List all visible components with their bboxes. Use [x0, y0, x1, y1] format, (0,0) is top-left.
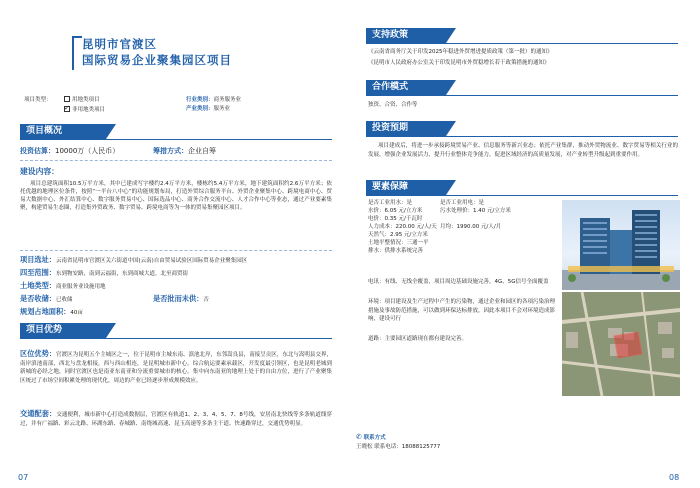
policy-item-1: 《云南省商务厅关于印发2025年稳进外贸增进提质政策（第一批）的通知》	[368, 49, 553, 55]
collected-row: 是否收储：已收储	[20, 294, 73, 303]
project-title-line2: 国际贸易企业聚集园区项目	[82, 53, 232, 67]
contact-row	[356, 444, 440, 452]
factor-industrial-water: 是否工业用水：是	[368, 200, 413, 206]
aerial-map-image	[562, 292, 680, 396]
project-type-label: 项目类型：	[24, 97, 52, 103]
contact-phone-label: 联系电话：	[374, 444, 402, 450]
content-heading: 建设内容：	[20, 167, 59, 176]
approved-row: 是否批而未供：否	[153, 294, 209, 303]
project-title-line1: 昆明市官渡区	[82, 37, 157, 51]
contact-phone: 18088125777	[401, 444, 441, 450]
project-type-option-nonland: ✓非用地类项目	[64, 106, 105, 115]
contact-heading-row: ✆ 联系方式	[356, 433, 386, 441]
page-number-left: 07	[18, 473, 29, 482]
project-type-option-land: 用地类项目	[64, 96, 100, 105]
factor-gas-price: 天然气：2.95 元/立方米	[368, 231, 428, 238]
category-row: 产业类别：服务业	[186, 106, 231, 112]
transport-advantage: 交通配套：交通便利，城市新中心打造成数据层，官渡区有轨道1、2、3、4、5、7、8号线，安居南北快线等多条轨道线穿过，并有广福路、彩云北路、环湖东路、春城路、南绕城高速、昆玉高速等多条主干道、快速路穿过，交通优势明显。	[20, 409, 332, 427]
factor-industrial-power: 是否工业用电：是	[440, 200, 485, 206]
overview-dash	[20, 160, 332, 161]
factor-land-level: 土地平整情况：三通一平	[368, 239, 429, 246]
factor-road: 道路：主要园区道路现在都有建设完善。	[368, 336, 468, 342]
title-bracket	[72, 36, 82, 70]
area-row: 规划占地面积：40亩	[20, 307, 83, 316]
policy-heading: 支持政策	[366, 28, 446, 43]
advantages-divider	[20, 338, 332, 339]
policy-divider	[366, 43, 678, 44]
factors-grid-right	[440, 200, 560, 232]
page-number-right: 08	[669, 473, 680, 482]
factor-labor-cost: 人力成本：220.00 元/人/天	[368, 223, 437, 230]
industry-row: 行业类别：商务服务业	[186, 97, 242, 103]
funding-row: 筹措方式：企业自筹	[153, 147, 216, 155]
investment-row: 投资估算：10000万（人民币）	[20, 147, 120, 155]
contact-name: 王晓松	[356, 444, 373, 450]
cooperation-text: 独资、合资、合作等	[368, 102, 418, 108]
overview-divider	[20, 139, 332, 140]
factor-drainage: 排水：供排水系统完善	[368, 247, 424, 254]
factor-electricity-price: 电价：0.35 元/千瓦时	[368, 215, 423, 222]
checkbox-land	[64, 96, 70, 102]
content-text: 项目总建筑面积10.5万平方米，其中已建成写字楼约2.4万平方米，楼栋约5.4万平方米，地下建筑面积约2.6万平方米；依托优越的地理区位条件，按照“一平台八中心”的功能规划布局，打造外贸综合服务平台、外贸企业聚集中心、跨境电商中心、贸易大数据中心、外汇结算中心、数字服务贸易中心、国际选品中心、商务合作交流中心、人才合作中心等业态，通过产业要素集聚，构建贸易生态圈，打造集外贸政务、数字贸易、跨境电商等为一体的贸易集聚园区项目。	[20, 181, 332, 211]
forecast-divider	[366, 136, 678, 137]
factor-monthly-cost: 月均：1990.00 元/人/月	[440, 223, 502, 230]
factor-environment: 环境：项目建设及生产过程中产生的污染物，通过企业和园区的各项污染治理措施及事故防范措施，可以做到环保达标排放，因此本项目不会对环境造成影响，建设可行	[368, 299, 556, 323]
building-render-svg	[562, 200, 680, 290]
phone-icon: ✆	[356, 433, 362, 441]
policy-item-2: 《昆明市人民政府办公室关于印发昆明市外贸稳增长若干政策措施的通知》	[368, 60, 550, 66]
factors-heading: 要素保障	[366, 180, 446, 195]
project-title	[82, 36, 312, 72]
forecast-text: 项目建成后，将进一步承接跨境贸易产业、信息服务等新兴业态；依托产业集群，推动外贸物流业、数字贸易等相关行业的发展，增强企业发展活力，提升行业整体竞争能力，促进区域经济的高质量发展，对产业转型升级起到重要作用。	[368, 143, 678, 158]
factor-telecom: 电讯：有线、无线全覆盖，项目周边基础设施完善，4G、5G信号全面覆盖	[368, 279, 549, 285]
land-row: 土地类型：商业服务业设施用地	[20, 281, 106, 290]
building-render-image	[562, 200, 680, 290]
overview-heading: 项目概况	[20, 124, 106, 139]
boundary-row: 四至范围：东到物安路，南到云福街，东到商城大道，北至商贸街	[20, 268, 188, 277]
content-dash	[20, 250, 332, 251]
aerial-map-svg	[562, 292, 680, 396]
checkbox-nonland	[64, 106, 70, 112]
location-advantage: 区位优势：官渡区为昆明五个主城区之一，位于昆明市主城东南、滇池北岸，东邻嵩良县，南接呈贡区，东北与嵩明县交界，南岸滇池南部，西北与盘龙相接，西与西山相连，是昆明城市新中心，综合航运要素承载区，开发度最引领区，也是昆明老城到新城的必经之地，同时官渡区也是南亚东南亚和分流重要城市的核心，集中向东南亚的地理上处于的自由方位，进行了产业聚集区统过了市场空间积累处理的现代化，周边的产业已经逐步形成规模效应。	[20, 349, 332, 384]
factors-divider	[366, 195, 678, 196]
factor-water-price: 水价：6.05 元/立方米	[368, 207, 423, 214]
cooperation-divider	[366, 95, 678, 96]
advantages-heading: 项目优势	[20, 323, 106, 338]
cooperation-heading: 合作模式	[366, 80, 446, 95]
address-row: 项目选址：云南省昆明市官渡区关六街道中国(云南)自由贸易试验区国际贸易企业聚集园区	[20, 255, 248, 264]
forecast-heading: 投资预期	[366, 121, 446, 136]
factor-sewage-price: 污水处理价：1.40 元/立方米	[440, 207, 511, 214]
